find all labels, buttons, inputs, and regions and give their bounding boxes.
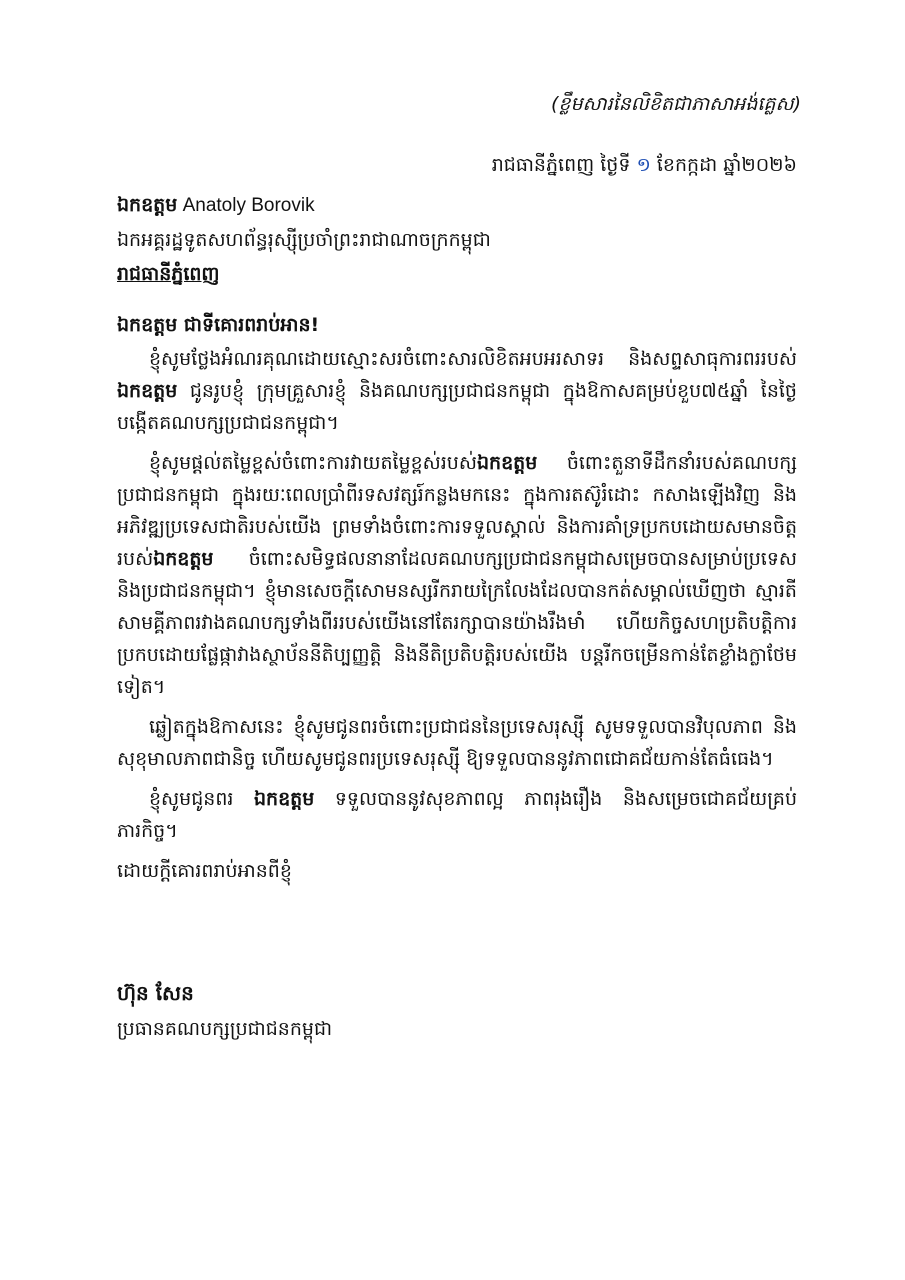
paragraph-3: ឆ្លៀតក្នុងឱកាសនេះ ខ្ញុំសូមជូនពរចំពោះប្រជាជននៃប្រទេសរុស្ស៊ី សូមទទួលបានវិបុលភាព និងសុខុមាលភាពជានិច្ច ហើយសូមជូនពរប្រទេសរុស្ស៊ី ឱ្យទទួលបាននូវភាពជោគជ័យកាន់តែធំធេង។ (117, 716, 797, 770)
paragraph-1 (117, 343, 797, 439)
date-prefix: រាជធានីភ្នំពេញ ថ្ងៃទី (491, 154, 637, 176)
p1-title: ឯកឧត្ដម (117, 380, 178, 402)
p4-text-c: ទទួលបាននូវសុខភាពល្អ ភាពរុងរឿង និងសម្រេចជោគជ័យគ្រប់ភារកិច្ច។ (117, 788, 798, 842)
translation-note: (ខ្លឹមសារនៃលិខិតជាភាសាអង់គ្លេស) (550, 93, 801, 115)
p1-text-c: ជូនរូបខ្ញុំ ក្រុមគ្រួសារខ្ញុំ និងគណបក្សប្រជាជនកម្ពុជា ក្នុងឱកាសគម្រប់ខួប៧៥ឆ្នាំ នៃថ្ងៃបង្កើតគណបក្សប្រជាជនកម្ពុជា។ (117, 380, 797, 434)
closing-line: ដោយក្ដីគោរពរាប់អានពីខ្ញុំ (117, 860, 292, 882)
p2-title-1: ឯកឧត្ដម (476, 452, 538, 474)
paragraph-4 (117, 783, 797, 847)
recipient-block (117, 188, 797, 291)
p2-text-e: ចំពោះសមិទ្ធផលនានាដែលគណបក្សប្រជាជនកម្ពុជាសម្រេចបានសម្រាប់ប្រទេស និងប្រជាជនកម្ពុជា។ ខ្ញុំមានសេចក្ដីសោមនស្សរីករាយក្រៃលែងដែលបានកត់សម្គាល់ឃើញថា ស្មារតីសាមគ្គីភាពរវាងគណបក្សទាំងពីររបស់យើងនៅតែរក្សាបានយ៉ាងរឹងមាំ ហើយកិច្ចសហប្រតិបត្តិការប្រកបដោយផ្លែផ្កាវាងស្ថាប័ននីតិប្បញ្ញត្តិ និងនីតិប្រតិបត្តិរបស់យើង បន្តរីកចម្រើនកាន់តែខ្លាំងក្លាថែមទៀត។ (117, 548, 797, 698)
recipient-city: រាជធានីភ្នំពេញ (117, 263, 220, 285)
recipient-title: ឯកឧត្ដម (117, 194, 178, 216)
paragraph-2 (117, 447, 797, 703)
p4-title: ឯកឧត្ដម (254, 788, 315, 810)
date-day: ១ (636, 154, 651, 176)
salutation: ឯកឧត្ដម ជាទីគោរពរាប់អាន! (117, 314, 320, 336)
recipient-position: ឯកអគ្គរដ្ឋទូតសហព័ន្ធរុស្ស៊ីប្រចាំព្រះរាជាណាចក្រកម្ពុជា (117, 229, 491, 251)
date-suffix: ខែកក្កដា ឆ្នាំ២០២៦ (650, 154, 797, 176)
signer-title: ប្រធានគណបក្សប្រជាជនកម្ពុជា (117, 1018, 333, 1040)
p2-text-c: ចំពោះតួនាទីដឹកនាំរបស់គណបក្សប្រជាជនកម្ពុជា ក្នុងរយៈពេលប្រាំពីរទសវត្សរ៍កន្លងមកនេះ ក្នុងការតស៊ូរំដោះ កសាងឡើងវិញ និងអភិវឌ្ឍប្រទេសជាតិរបស់យើង ព្រមទាំងចំពោះការទទួលស្គាល់ និងការគាំទ្រប្រកបដោយសមានចិត្តរបស់ (117, 452, 797, 570)
signer-name: ហ៊ុន សែន (117, 981, 194, 1005)
signature-block (117, 975, 332, 1047)
p1-text-a: ខ្ញុំសូមថ្លែងអំណរគុណដោយស្មោះសរចំពោះសារលិខិតអបអរសាទរ និងសព្ទសាធុការពររបស់ (149, 348, 797, 370)
date-line (492, 153, 797, 181)
recipient-name: Anatoly Borovik (177, 195, 315, 216)
letter-body (117, 343, 797, 895)
p4-text-a: ខ្ញុំសូមជូនពរ (149, 788, 254, 810)
p2-text-a: ខ្ញុំសូមផ្ដល់តម្លៃខ្ពស់ចំពោះការវាយតម្លៃខ្ពស់របស់ (149, 452, 477, 474)
p2-title-2: ឯកឧត្ដម (153, 548, 214, 570)
recipient-line (117, 188, 797, 223)
